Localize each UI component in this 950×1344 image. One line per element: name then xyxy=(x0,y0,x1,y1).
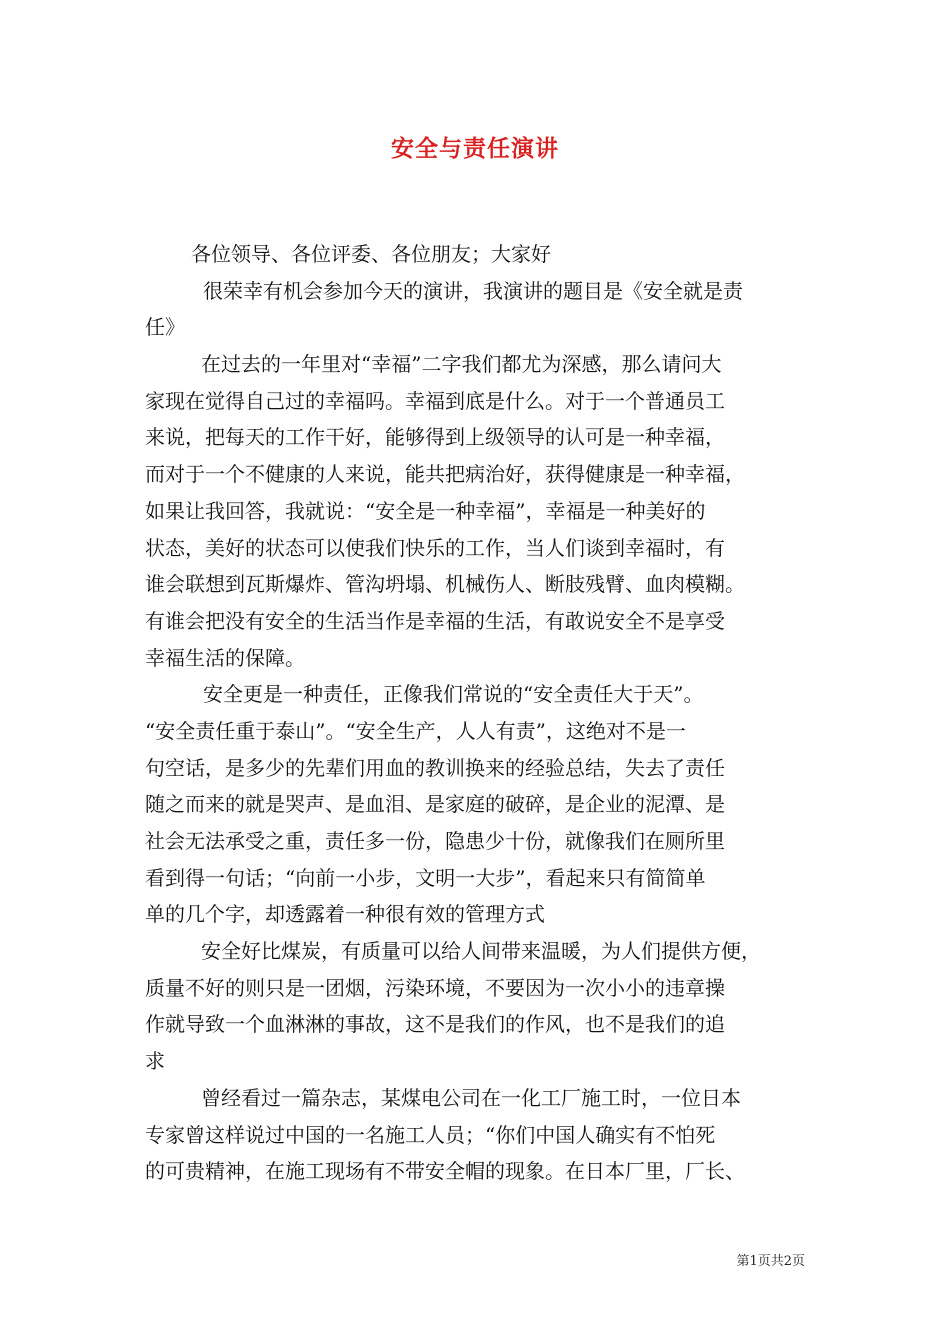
paragraph-line: 而对于一个不健康的人来说，能共把病治好，获得健康是一种幸福， xyxy=(145,462,745,487)
paragraph-line: 来说，把每天的工作干好，能够得到上级领导的认可是一种幸福， xyxy=(145,425,725,450)
paragraph-line: 质量不好的则只是一团烟，污染环境，不要因为一次小小的违章操 xyxy=(145,975,725,1000)
paragraph-line: 社会无法承受之重，责任多一份，隐患少十份，就像我们在厕所里 xyxy=(145,829,725,853)
paragraph-line: 家现在觉得自己过的幸福吗。幸福到底是什么。对于一个普通员工 xyxy=(145,388,725,413)
paragraph-line: 看到得一句话；“向前一小步，文明一大步”，看起来只有简简单 xyxy=(145,865,706,890)
paragraph-line: 幸福生活的保障。 xyxy=(145,645,305,670)
greeting-line: 各位领导、各位评委、各位朋友；大家好 xyxy=(191,242,551,266)
paragraph-line: 如果让我回答，我就说：“安全是一种幸福”，幸福是一种美好的 xyxy=(145,498,706,523)
paragraph-line: 作就导致一个血淋淋的事故，这不是我们的作风，也不是我们的追 xyxy=(145,1012,725,1037)
paragraph-line: 专家曾这样说过中国的一名施工人员；“你们中国人确实有不怕死 xyxy=(145,1122,716,1147)
paragraph-line: 有谁会把没有安全的生活当作是幸福的生活，有敢说安全不是享受 xyxy=(145,608,725,633)
paragraph-line: 曾经看过一篇杂志，某煤电公司在一化工厂施工时，一位日本 xyxy=(201,1085,741,1110)
paragraph-line: 状态，美好的状态可以使我们快乐的工作，当人们谈到幸福时，有 xyxy=(145,535,725,560)
paragraph-line: 句空话，是多少的先辈们用血的教训换来的经验总结，失去了责任 xyxy=(145,755,725,780)
paragraph-line: 安全更是一种责任，正像我们常说的“安全责任大于天”。 xyxy=(203,682,704,707)
paragraph-line: 任》 xyxy=(145,315,185,340)
paragraph-line: 的可贵精神，在施工现场有不带安全帽的现象。在日本厂里，厂长、 xyxy=(145,1159,745,1184)
paragraph-line: 在过去的一年里对“幸福”二字我们都尤为深感，那么请问大 xyxy=(201,352,722,377)
document-title: 安全与责任演讲 xyxy=(391,135,559,162)
paragraph-line: “安全责任重于泰山”。“安全生产，人人有责”，这绝对不是一 xyxy=(145,718,686,743)
document-body xyxy=(145,236,833,1190)
paragraph-line: 求 xyxy=(145,1049,165,1074)
paragraph-line: 很荣幸有机会参加今天的演讲，我演讲的题目是《安全就是责 xyxy=(203,278,743,303)
paragraph-line: 单的几个字，却透露着一种很有效的管理方式 xyxy=(145,902,545,927)
paragraph-line: 谁会联想到瓦斯爆炸、管沟坍塌、机械伤人、断肢残臂、血肉模糊。 xyxy=(145,572,745,597)
paragraph-line: 安全好比煤炭，有质量可以给人间带来温暖，为人们提供方便， xyxy=(201,939,761,964)
page-number: 第1页共2页 xyxy=(736,1254,805,1269)
paragraph-line: 随之而来的就是哭声、是血泪、是家庭的破碎，是企业的泥潭、是 xyxy=(145,792,725,817)
